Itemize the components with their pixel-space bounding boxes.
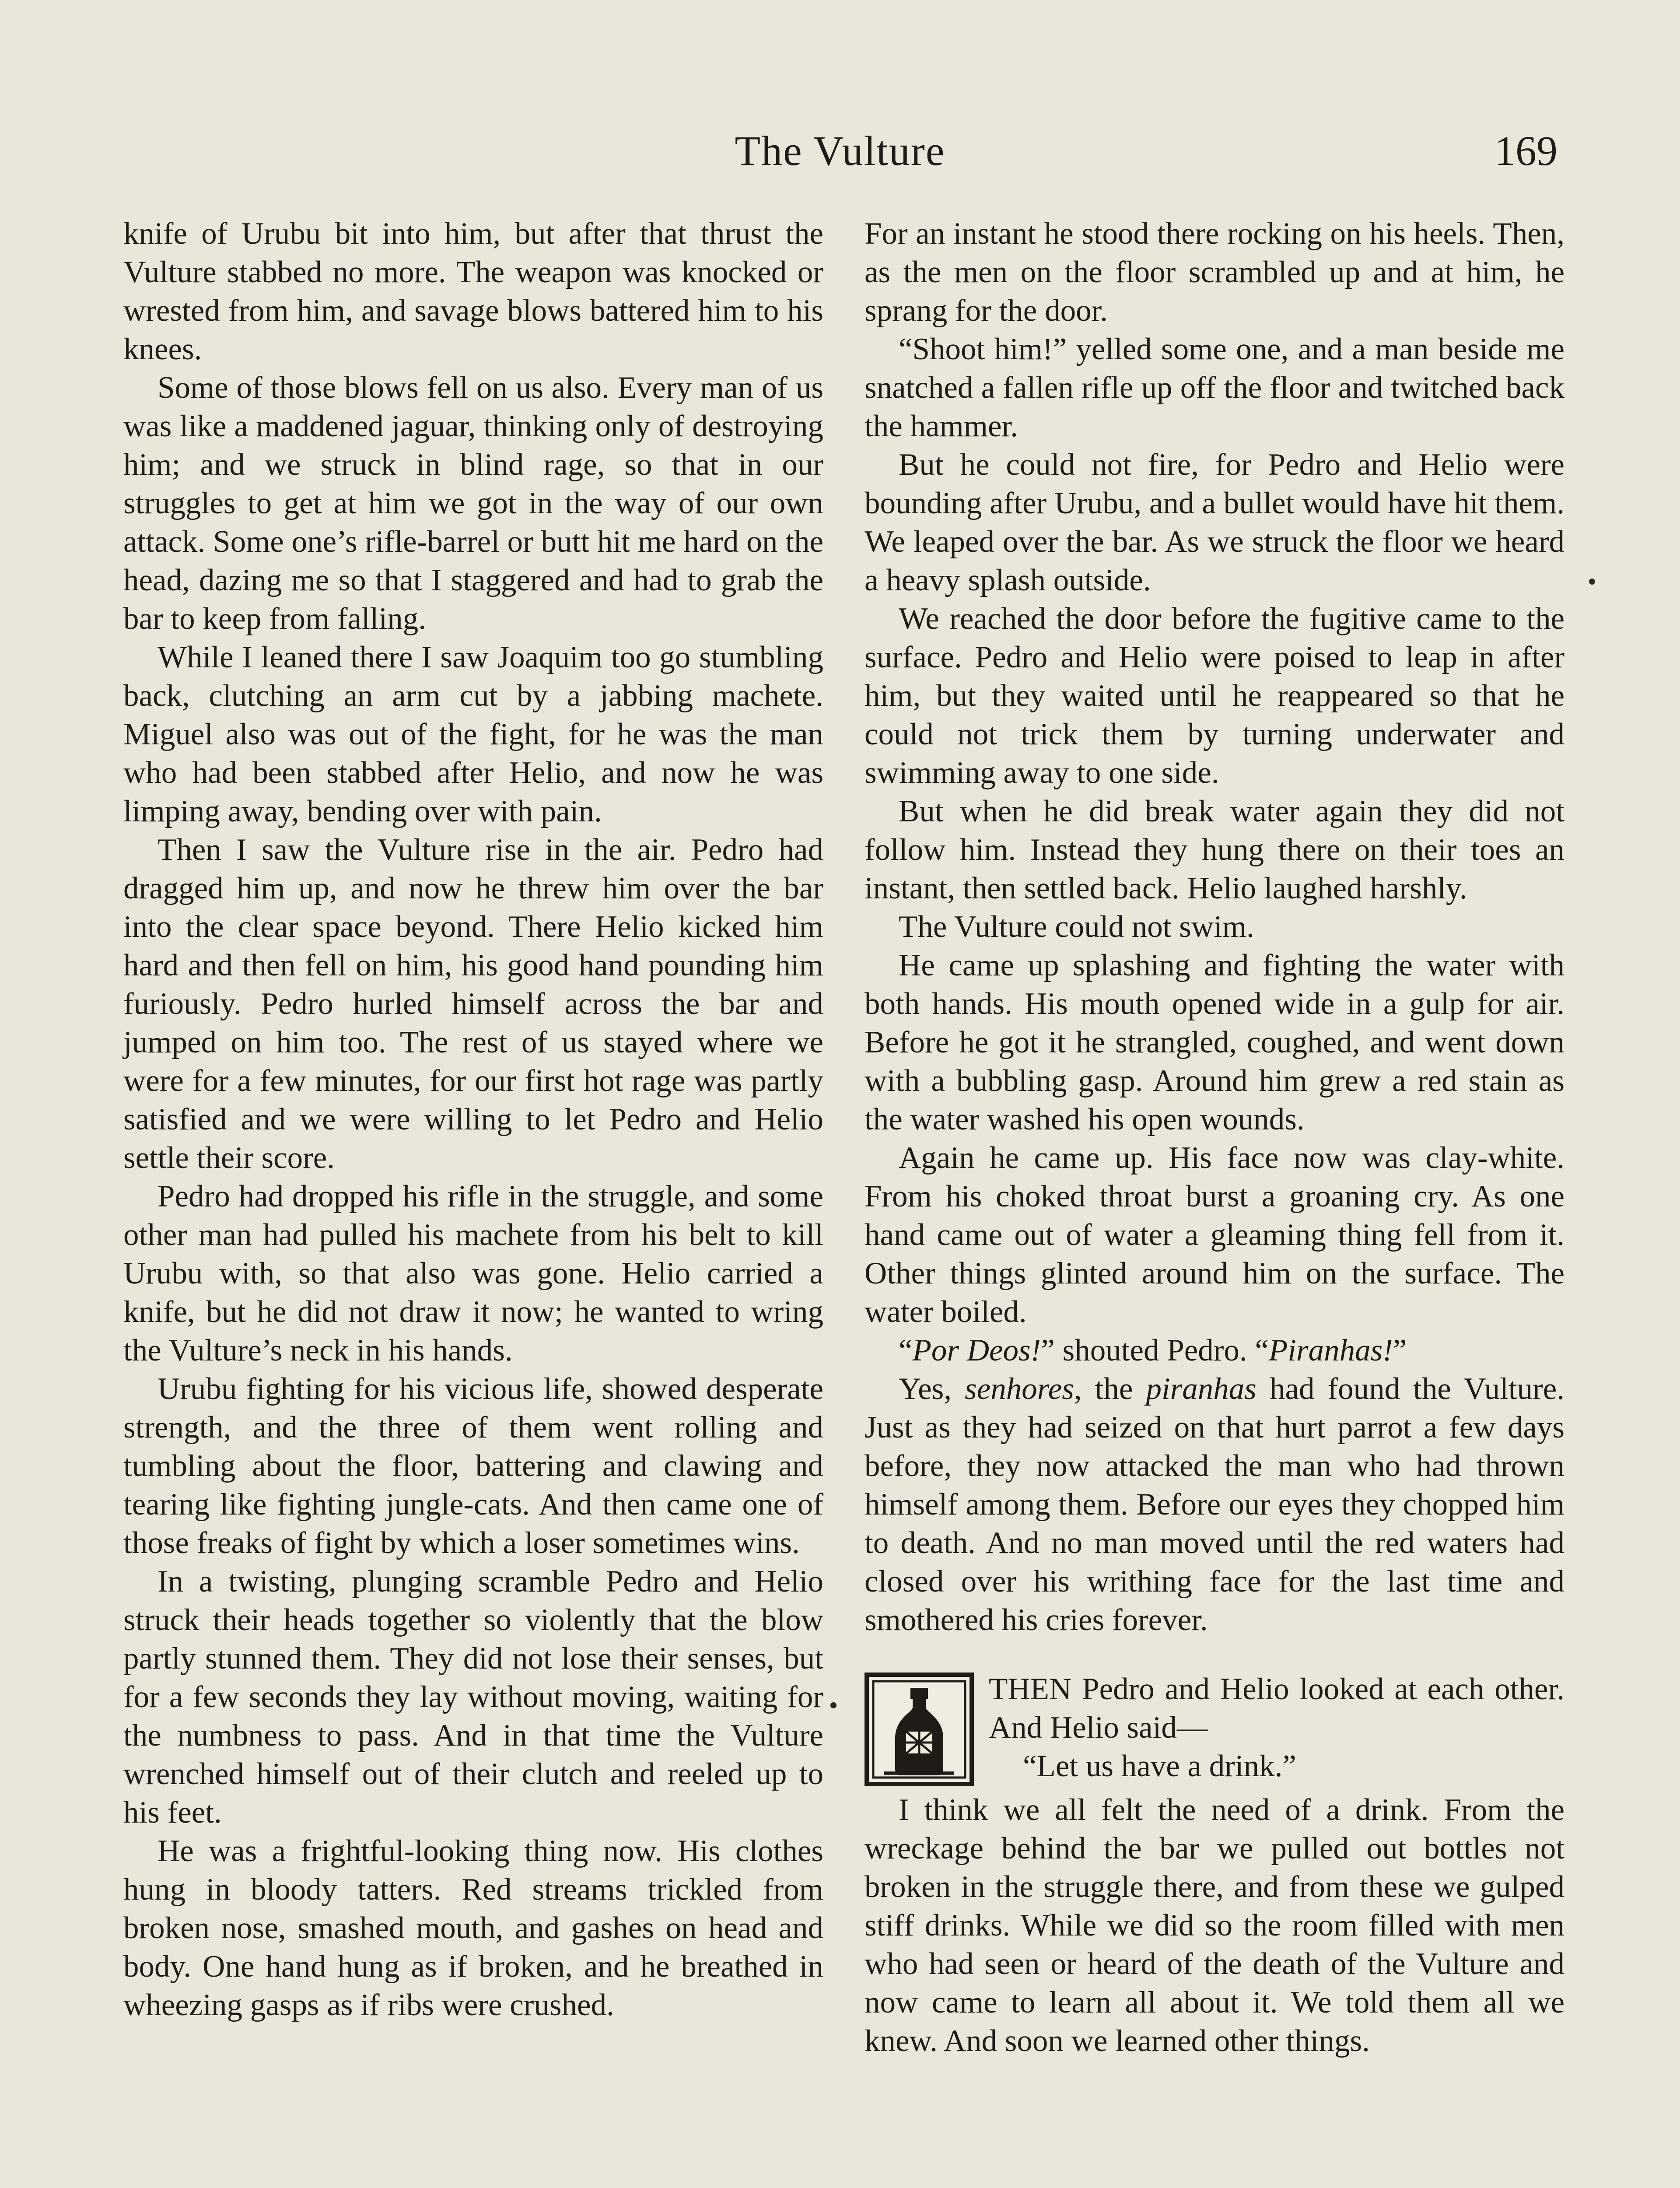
paragraph: Urubu fighting for his vicious life, showed desperate strength, and the three of them went rolling and tumbling about the floor, battering and clawing and tearing like fighting jungle-cats. And then came one of those freaks of fight by which a loser sometimes wins. (123, 1372, 823, 1560)
exclamation-paragraph (864, 1331, 1564, 1370)
section-break (864, 1670, 1564, 1791)
paragraph: We reached the door before the fugitive came to the surface. Pedro and Helio were poised to leap in after him, but they waited until he reappeared so that he could not trick them by turning underwater and swimming away to one side. (864, 602, 1564, 790)
por-deos-phrase: Por Deos! (912, 1333, 1041, 1368)
page-title: The Vulture (735, 127, 945, 174)
paragraph: “Shoot him!” yelled some one, and a man beside me snatched a fallen rifle up off the floor and twitched back the hammer. (864, 332, 1564, 443)
section-lead: THEN Pedro and Helio looked at each other. And Helio said— (989, 1672, 1564, 1745)
text-run: Yes, (899, 1372, 965, 1406)
paragraph: He was a frightful-looking thing now. His clothes hung in bloody tatters. Red streams trickled from broken nose, smashed mouth, and gashes on head and body. One hand hung as if broken, and he breathed in wheezing gasps as if ribs were crushed. (123, 1834, 823, 2022)
paragraph: Again he came up. His face now was clay-white. From his choked throat burst a groaning cry. As one hand came out of water a gleaming thing fell from it. Other things glinted around him on the surface. The water boiled. (864, 1141, 1564, 1329)
text-run: had found the Vulture. Just as they had seized on that hurt parrot a few days before, they now attacked the man who had thrown himself among them. Before our eyes they chopped him to death. And no man moved until the red waters had closed over his writhing face for the last time and smothered his cries forever. (864, 1372, 1565, 1637)
paragraph: knife of Urubu bit into him, but after that thrust the Vulture stabbed no more. The weapon was knocked or wrested from him, and savage blows battered him to his knees. (123, 217, 823, 366)
page-number: 169 (1494, 127, 1558, 174)
piranhas-word: piranhas (1146, 1372, 1256, 1406)
paragraph: I think we all felt the need of a drink. From the wreckage behind the bar we pulled out bottles not broken in the struggle there, and from these we gulped stiff drinks. While we did so the room filled with men who had seen or heard of the death of the Vulture and now came to learn all about it. We told them all we knew. And soon we learned other things. (864, 1793, 1564, 2058)
ink-speck (1589, 579, 1595, 585)
paragraph: While I leaned there I saw Joaquim too go stumbling back, clutching an arm cut by a jabbing machete. Miguel also was out of the fight, for he was the man who had been stabbed after Helio, and now he was limping away, bending over with pain. (123, 640, 823, 828)
left-column (123, 214, 823, 2024)
dialogue-line: “Let us have a drink.” (1023, 1749, 1296, 1783)
paragraph: For an instant he stood there rocking on his heels. Then, as the men on the floor scrambled up and at him, he sprang for the door. (864, 217, 1564, 328)
text-run: , the (1074, 1372, 1146, 1406)
piranha-paragraph (864, 1370, 1564, 1639)
paragraph: Pedro had dropped his rifle in the struggle, and some other man had pulled his machete from his belt to kill Urubu with, so that also was gone. Helio carried a knife, but he did not draw it now; he wanted to wring the Vulture’s neck in his hands. (123, 1179, 823, 1368)
paragraph: But he could not fire, for Pedro and Helio were bounding after Urubu, and a bullet would have hit them. We leaped over the bar. As we struck the floor we heard a heavy splash outside. (864, 448, 1564, 597)
paragraph: But when he did break water again they did not follow him. Instead they hung there on their toes an instant, then settled back. Helio laughed harshly. (864, 794, 1564, 905)
ink-speck (830, 1702, 836, 1708)
paragraph: Then I saw the Vulture rise in the air. Pedro had dragged him up, and now he threw him over the bar into the clear space beyond. There Helio kicked him hard and then fell on him, his good hand pounding him furiously. Pedro hurled himself across the bar and jumped on him too. The rest of us stayed where we were for a few minutes, for our first hot rage was partly satisfied and we were willing to let Pedro and Helio settle their score. (123, 833, 823, 1175)
right-column (864, 214, 1564, 2060)
dialogue-tag: ” shouted Pedro. “ (1041, 1333, 1269, 1368)
running-head (0, 118, 1680, 184)
paragraph: In a twisting, plunging scramble Pedro and Helio struck their heads together so violently that the blow partly stunned them. They did not lose their senses, but for a few seconds they lay without moving, waiting for the numbness to pass. And in that time the Vulture wrenched himself out of their clutch and reeled up to his feet. (123, 1564, 823, 1830)
paragraph: He came up splashing and fighting the water with both hands. His mouth opened wide in a gulp for air. Before he got it he strangled, coughed, and went down with a bubbling gasp. Around him grew a red stain as the water washed his open wounds. (864, 948, 1564, 1136)
paragraph: Some of those blows fell on us also. Every man of us was like a maddened jaguar, thinking only of destroying him; and we struck in blind rage, so that in our struggles to get at him we got in the way of our own attack. Some one’s rifle-barrel or butt hit me hard on the head, dazing me so that I staggered and had to grab the bar to keep from falling. (123, 371, 823, 636)
piranhas-exclamation: Piranhas! (1268, 1333, 1393, 1368)
quote-mark: ” (1393, 1333, 1407, 1368)
quote-mark: “ (899, 1333, 913, 1368)
senhores-word: senhores (965, 1372, 1074, 1406)
paragraph: The Vulture could not swim. (899, 910, 1254, 944)
bottle-vignette-icon (864, 1673, 974, 1786)
